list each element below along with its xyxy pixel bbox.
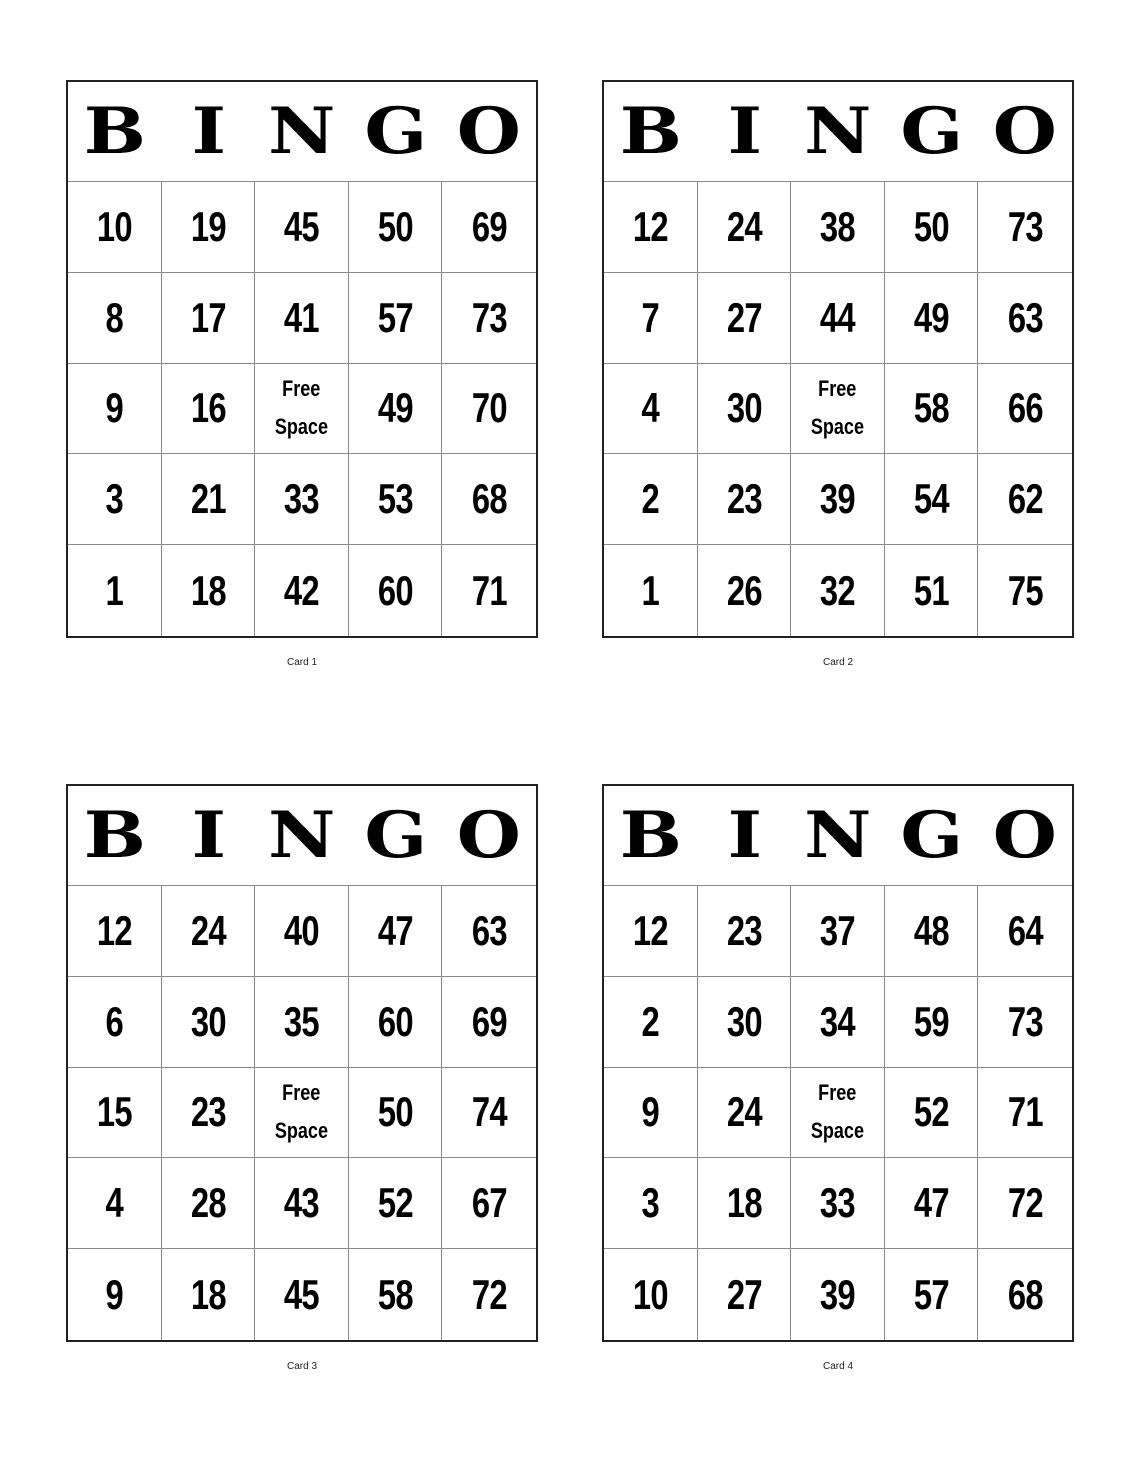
card-caption: Card 3 [286, 1361, 317, 1372]
number-cell [978, 977, 1072, 1068]
number-cell [442, 364, 536, 455]
cell-number: 63 [471, 906, 507, 954]
cell-number: 54 [913, 475, 949, 523]
cell-number: 2 [641, 475, 660, 523]
cell-number: 69 [471, 997, 507, 1045]
cell-number: 12 [632, 202, 668, 250]
header-letter-b: B [619, 797, 682, 873]
number-cell [162, 1068, 256, 1159]
number-grid [604, 182, 1072, 636]
free-space-cell [791, 364, 885, 455]
number-cell [68, 182, 162, 273]
number-grid [68, 886, 536, 1340]
cell-number: 4 [641, 384, 660, 432]
bingo-grid-frame [602, 80, 1074, 638]
free-space-word: Free [282, 1079, 321, 1105]
cell-number: 34 [820, 997, 855, 1045]
header-letter-i: I [727, 797, 762, 873]
bingo-header-row [68, 82, 536, 182]
free-space-cell [791, 1068, 885, 1159]
header-letter-n: N [268, 93, 336, 169]
free-space-word: Free [818, 375, 857, 401]
number-cell [349, 1068, 443, 1159]
header-letter-b: B [83, 797, 146, 873]
cell-number: 67 [471, 1179, 507, 1227]
number-cell [349, 454, 443, 545]
number-cell [885, 273, 979, 364]
bingo-card-1 [66, 80, 538, 668]
number-cell [791, 1249, 885, 1340]
number-cell [604, 1249, 698, 1340]
cell-number: 33 [284, 475, 319, 523]
number-cell [255, 977, 349, 1068]
cell-number: 69 [471, 202, 507, 250]
number-cell [162, 545, 256, 636]
number-cell [978, 1068, 1072, 1159]
header-letter-b: B [619, 93, 682, 169]
card-caption: Card 2 [822, 657, 853, 668]
header-letter-b: B [83, 93, 146, 169]
number-cell [442, 1068, 536, 1159]
number-cell [978, 364, 1072, 455]
cell-number: 24 [190, 906, 226, 954]
number-cell [604, 1158, 698, 1249]
number-cell [604, 1068, 698, 1159]
number-cell [162, 1249, 256, 1340]
cell-number: 23 [190, 1088, 226, 1136]
cell-number: 10 [632, 1270, 668, 1318]
cell-number: 63 [1007, 293, 1043, 341]
cell-number: 66 [1007, 384, 1043, 432]
number-cell [349, 977, 443, 1068]
cell-number: 60 [377, 566, 413, 614]
number-cell [698, 1068, 792, 1159]
cell-number: 41 [284, 293, 319, 341]
cell-number: 58 [377, 1270, 413, 1318]
cell-number: 19 [190, 202, 226, 250]
number-cell [604, 545, 698, 636]
cell-number: 72 [1007, 1179, 1043, 1227]
number-cell [442, 1158, 536, 1249]
header-letter-o: O [993, 797, 1058, 873]
card-caption: Card 4 [822, 1361, 853, 1372]
cell-number: 71 [471, 566, 507, 614]
cell-number: 59 [913, 997, 949, 1045]
cell-number: 4 [105, 1179, 124, 1227]
header-letter-i: I [191, 93, 226, 169]
number-cell [698, 454, 792, 545]
number-cell [255, 273, 349, 364]
cell-number: 75 [1007, 566, 1043, 614]
cell-number: 60 [377, 997, 413, 1045]
header-letter-g: G [364, 797, 428, 873]
number-cell [978, 182, 1072, 273]
cell-number: 68 [471, 475, 507, 523]
number-cell [442, 182, 536, 273]
header-letter-g: G [364, 93, 428, 169]
cell-number: 70 [471, 384, 507, 432]
number-cell [349, 273, 443, 364]
number-cell [442, 886, 536, 977]
number-cell [255, 454, 349, 545]
cell-number: 45 [284, 202, 319, 250]
number-cell [885, 886, 979, 977]
cell-number: 30 [190, 997, 226, 1045]
header-letter-n: N [268, 797, 336, 873]
cell-number: 53 [377, 475, 413, 523]
number-cell [978, 1158, 1072, 1249]
number-cell [698, 1249, 792, 1340]
number-cell [791, 273, 885, 364]
header-letter-i: I [727, 93, 762, 169]
cell-number: 24 [726, 1088, 762, 1136]
cell-number: 12 [96, 906, 132, 954]
cell-number: 52 [377, 1179, 413, 1227]
bingo-header-row [604, 786, 1072, 886]
cell-number: 38 [820, 202, 855, 250]
number-cell [698, 1158, 792, 1249]
number-cell [68, 977, 162, 1068]
cell-number: 1 [641, 566, 660, 614]
cell-number: 42 [284, 566, 319, 614]
number-cell [68, 273, 162, 364]
cell-number: 28 [190, 1179, 226, 1227]
cell-number: 37 [820, 906, 855, 954]
cell-number: 35 [284, 997, 319, 1045]
number-cell [604, 273, 698, 364]
number-cell [349, 1249, 443, 1340]
cell-number: 8 [105, 293, 124, 341]
number-cell [978, 545, 1072, 636]
bingo-card-2 [602, 80, 1074, 668]
bingo-card-4 [602, 784, 1074, 1372]
number-cell [885, 545, 979, 636]
free-space-cell [255, 364, 349, 455]
cell-number: 49 [377, 384, 413, 432]
cell-number: 27 [726, 293, 762, 341]
cell-number: 30 [726, 384, 762, 432]
cell-number: 9 [105, 384, 124, 432]
cell-number: 73 [1007, 202, 1043, 250]
number-cell [885, 1249, 979, 1340]
cell-number: 50 [377, 202, 413, 250]
number-cell [162, 182, 256, 273]
number-cell [791, 977, 885, 1068]
cell-number: 17 [190, 293, 226, 341]
cell-number: 23 [726, 906, 762, 954]
free-space-word: Space [274, 414, 329, 440]
cell-number: 74 [471, 1088, 507, 1136]
cell-number: 44 [820, 293, 855, 341]
header-letter-o: O [457, 93, 522, 169]
number-cell [68, 1158, 162, 1249]
number-cell [698, 273, 792, 364]
cell-number: 12 [632, 906, 668, 954]
cell-number: 64 [1007, 906, 1043, 954]
cell-number: 52 [913, 1088, 949, 1136]
number-cell [442, 1249, 536, 1340]
cell-number: 58 [913, 384, 949, 432]
cell-number: 50 [913, 202, 949, 250]
header-letter-n: N [804, 797, 872, 873]
cell-number: 73 [471, 293, 507, 341]
cell-number: 47 [913, 1179, 949, 1227]
number-cell [349, 886, 443, 977]
number-cell [255, 182, 349, 273]
number-cell [162, 273, 256, 364]
cell-number: 6 [105, 997, 124, 1045]
number-grid [68, 182, 536, 636]
cell-number: 16 [190, 384, 226, 432]
cell-number: 3 [641, 1179, 660, 1227]
number-cell [162, 1158, 256, 1249]
number-cell [885, 182, 979, 273]
number-cell [698, 364, 792, 455]
cell-number: 7 [641, 293, 660, 341]
free-space-word: Space [274, 1118, 329, 1144]
number-cell [255, 1249, 349, 1340]
number-cell [442, 545, 536, 636]
cell-number: 68 [1007, 1270, 1043, 1318]
bingo-grid-frame [602, 784, 1074, 1342]
number-cell [885, 364, 979, 455]
cell-number: 57 [377, 293, 413, 341]
cell-number: 32 [820, 566, 855, 614]
number-cell [978, 273, 1072, 364]
number-cell [442, 273, 536, 364]
cell-number: 40 [284, 906, 319, 954]
number-cell [885, 1158, 979, 1249]
number-cell [885, 1068, 979, 1159]
cell-number: 2 [641, 997, 660, 1045]
number-cell [604, 364, 698, 455]
number-cell [162, 454, 256, 545]
number-cell [255, 1158, 349, 1249]
number-cell [604, 977, 698, 1068]
number-cell [349, 364, 443, 455]
cell-number: 24 [726, 202, 762, 250]
number-cell [604, 454, 698, 545]
cell-number: 10 [96, 202, 132, 250]
cell-number: 15 [96, 1088, 132, 1136]
number-cell [885, 977, 979, 1068]
bingo-card-3 [66, 784, 538, 1372]
number-cell [978, 454, 1072, 545]
free-space-word: Space [810, 1118, 865, 1144]
header-letter-i: I [191, 797, 226, 873]
number-cell [68, 545, 162, 636]
free-space-word: Free [818, 1079, 857, 1105]
bingo-grid-frame [66, 80, 538, 638]
number-cell [698, 182, 792, 273]
number-cell [791, 182, 885, 273]
number-cell [791, 454, 885, 545]
free-space-word: Free [282, 375, 321, 401]
number-cell [604, 182, 698, 273]
number-cell [255, 886, 349, 977]
number-grid [604, 886, 1072, 1340]
header-letter-o: O [457, 797, 522, 873]
cell-number: 71 [1007, 1088, 1043, 1136]
number-cell [349, 182, 443, 273]
cell-number: 50 [377, 1088, 413, 1136]
number-cell [349, 1158, 443, 1249]
cell-number: 26 [726, 566, 762, 614]
cell-number: 45 [284, 1270, 319, 1318]
number-cell [162, 977, 256, 1068]
card-caption: Card 1 [286, 657, 317, 668]
number-cell [791, 545, 885, 636]
number-cell [791, 1158, 885, 1249]
cell-number: 18 [726, 1179, 762, 1227]
cell-number: 49 [913, 293, 949, 341]
number-cell [885, 454, 979, 545]
cell-number: 33 [820, 1179, 855, 1227]
number-cell [255, 545, 349, 636]
number-cell [68, 886, 162, 977]
free-space-word: Space [810, 414, 865, 440]
number-cell [698, 886, 792, 977]
number-cell [68, 1249, 162, 1340]
cell-number: 47 [377, 906, 413, 954]
number-cell [698, 545, 792, 636]
number-cell [978, 1249, 1072, 1340]
cell-number: 39 [820, 1270, 855, 1318]
cell-number: 72 [471, 1270, 507, 1318]
number-cell [162, 364, 256, 455]
header-letter-o: O [993, 93, 1058, 169]
cell-number: 3 [105, 475, 124, 523]
cell-number: 18 [190, 566, 226, 614]
cell-number: 57 [913, 1270, 949, 1318]
number-cell [978, 886, 1072, 977]
cell-number: 18 [190, 1270, 226, 1318]
cell-number: 21 [190, 475, 226, 523]
number-cell [68, 1068, 162, 1159]
cell-number: 27 [726, 1270, 762, 1318]
number-cell [68, 364, 162, 455]
number-cell [791, 886, 885, 977]
number-cell [604, 886, 698, 977]
header-letter-n: N [804, 93, 872, 169]
cell-number: 30 [726, 997, 762, 1045]
cell-number: 39 [820, 475, 855, 523]
free-space-cell [255, 1068, 349, 1159]
number-cell [349, 545, 443, 636]
cell-number: 23 [726, 475, 762, 523]
number-cell [442, 454, 536, 545]
cell-number: 62 [1007, 475, 1043, 523]
cell-number: 43 [284, 1179, 319, 1227]
number-cell [698, 977, 792, 1068]
header-letter-g: G [900, 93, 964, 169]
header-letter-g: G [900, 797, 964, 873]
bingo-header-row [604, 82, 1072, 182]
cell-number: 48 [913, 906, 949, 954]
cell-number: 51 [913, 566, 949, 614]
cell-number: 1 [105, 566, 124, 614]
bingo-header-row [68, 786, 536, 886]
number-cell [442, 977, 536, 1068]
number-cell [68, 454, 162, 545]
cell-number: 9 [641, 1088, 660, 1136]
cell-number: 9 [105, 1270, 124, 1318]
cell-number: 73 [1007, 997, 1043, 1045]
number-cell [162, 886, 256, 977]
bingo-grid-frame [66, 784, 538, 1342]
